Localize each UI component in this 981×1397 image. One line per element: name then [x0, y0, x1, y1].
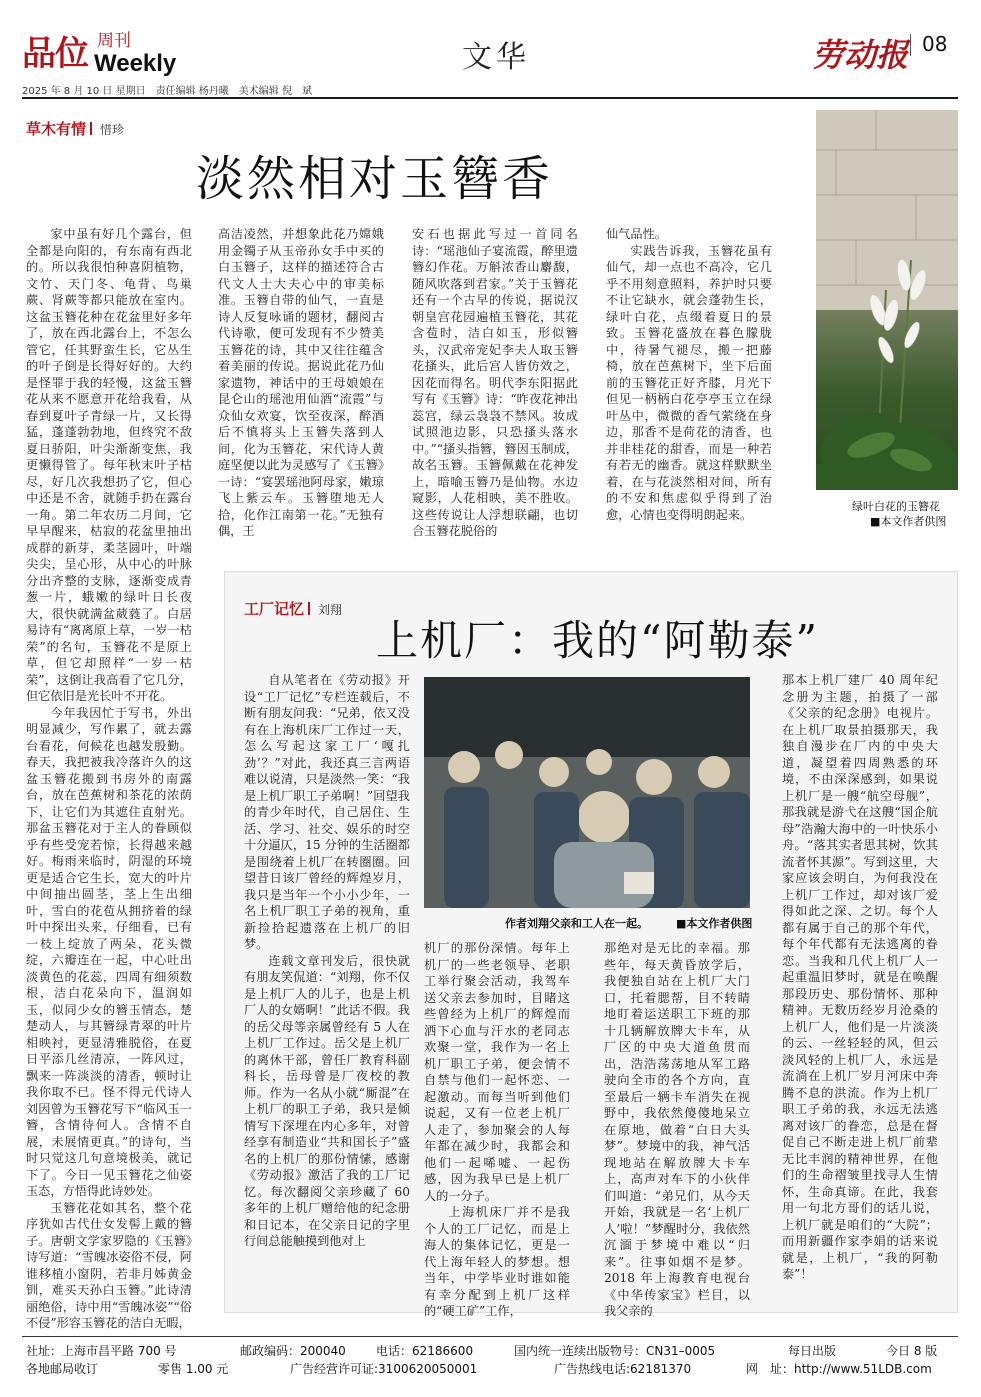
footer-price: 零售 1.00 元 [158, 1362, 229, 1376]
paragraph: 今年我因忙于写书，外出明显减少，写作累了，就去露台看花，何候花也越发殷勤。春天，我把被我冷落许久的这盆玉簪花搬到书房外的南露台，放在芭蕉树和茶花的浓荫下，让它们为其遮住直射光。那盆玉簪花对于主人的眷顾似乎有些受宠若惊，长得越来越好。梅雨来临时，阴湿的环境更是适合它生长，宽大的叶片中间抽出圆茎，茎上生出细叶，雪白的花苞从拥挤着的绿叶中探出头来，仔细看，已有一枝上绽放了两朵，花头微绽，六瓣连在一起，中心吐出淡黄色的花蕊，四周有细须数根，洁白花朵向下，温润如玉，似同少女的簪玉情态，楚楚动人，与其簪绿青翠的叶片相映衬，更显清雅脱俗，在夏日平添几丝清凉，一阵风过，飘来一阵淡淡的清香，顿时让我你取不已。怪不得元代诗人刘因曾为玉簪花写下“临风玉一簪，含情待何人。含情不自展，未展情更真。”的诗句，当时只觉这几句意境极美，就记下了。今日一见玉簪花之仙姿玉态，方悟得此诗妙处。 [26, 705, 192, 1198]
column-name: 草木有情 [26, 120, 87, 138]
paragraph: 实践告诉我，玉簪花虽有仙气，却一点也不高冷，它几乎不用刻意照料，养护时只要不让它缺水，就会蓬勃生长，绿叶白花，点缀着夏日的景致。玉簪花盛放在暮色朦胧中，待暑气褪尽，搬一把藤椅，放在芭蕉树下，坐下后面前的玉簪花正好齐膝，月光下但见一柄柄白花亭亭玉立在绿叶丛中，微微的香气萦绕在身边，那香不是荷花的清香，也并非桂花的甜香，而是一种若有若无的幽香。就这样默默坐着，在与花淡然相对间，所有的不安和焦虑似乎得到了治愈，心情也变得明朗起来。 [606, 243, 772, 522]
paragraph: 家中虽有好几个露台，但全都是向阳的，有东南有西北的。所以我很怕种喜阴植物，文竹、天门冬、龟背、鸟巢蕨、肾蕨等都只能放在室内。这盆玉簪花种在花盆里好多年了，放在西北露台上，不怎么管它，任其野蛮生长，它丛生的叶子倒是长得好好的。大约是怪罪于我的轻慢，这盆玉簪花从来不愿意开花给我看，从春到夏叶子青绿一片，又长得猛，蓬蓬勃勃地，但终究不敌夏日骄阳，叶尖渐渐变焦，我更懒得管了。每年秋末叶子枯尽，好几次我想扔了它，但心中还是不舍，就随手扔在露台一角。第二年农历二月间，它早早醒来，枯寂的花盆里抽出成群的新芽，柔茎圆叶，叶端尖尖，呈心形，从中心的叶脉分出齐整的支脉，逐渐变成青葱一片，蛾嫩的绿叶日长夜大，很快就满盆葳蕤了。白居易诗有“离离原上草，一岁一枯荣”的名句，玉簪花不是原上草，但它却照样“一岁一枯荣”，这倒让我高看了它几分，但它依旧是光长叶不开花。 [26, 227, 192, 703]
factory-workers-photo [424, 677, 750, 908]
masthead [22, 22, 962, 80]
article2-photo-caption: 作者刘翔父亲和工人在一起。 [505, 917, 648, 930]
article2-column-3 [604, 940, 750, 1320]
footer-daily: 每日出版 [788, 1344, 837, 1358]
brand-logo: 品位 [22, 34, 88, 74]
brand-english: Weekly [94, 50, 177, 77]
footer-subscribe: 各地邮局收订 [26, 1362, 99, 1376]
paragraph: 那本上机厂建厂 40 周年纪念册为主题，拍摄了一部《父亲的纪念册》电视片。在上机厂取景拍摄那天，我独自漫步在厂内的中央大道，凝望着四周熟悉的环境，不由深深感到，如果说上机厂是一艘“航空母舰”，那我就是游弋在这艘“国企航母”浩瀚大海中的一叶快乐小舟。“落其实者思其树，饮其流者怀其源”。写到这里，大家应该会明白，为何我没在上机厂工作过，却对该厂爱得如此之深、之切。每个人都有属于自己的那个年代，每个年代都有无法逃离的眷恋。当我和几代上机厂人一起重温旧梦时，就是在唤醒那段历史、那份情怀、那种精神。无数历经岁月沧桑的上机厂人，他们是一片淡淡的云、一丝轻轻的风，但云淡风轻的上机厂人，永远是流淌在上机厂岁月河床中奔腾不息的洪流。作为上机厂职工子弟的我，永远无法逃离对该厂的眷恋，总是在督促自己不断走进上机厂前辈无比丰润的精神世界，在他们的生命褶皱里找寻人生情怀，生命真谛。在此，我套用一句北方哥们的话儿说，上机厂就是咱们的“大院”；而用新疆作家李娟的话来说就是，上机厂，“我的阿勒泰”！ [782, 673, 938, 1281]
article1-column-1 [26, 226, 192, 1332]
article2-column-label [244, 598, 342, 619]
article2-column-2 [424, 940, 570, 1320]
article1-title: 淡然相对玉簪香 [196, 151, 554, 207]
page-number: 08 [922, 32, 948, 56]
paragraph: 上海机床厂并不是我个人的工厂记忆，而是上海人的集体记忆，更是一代上海年轻人的梦想。想当年，中学毕业时谁如能有幸分配到上机厂这样的“硬工矿”工作， [424, 1205, 570, 1318]
article2-photo [424, 677, 750, 908]
footer-website[interactable]: 网 址：http://www.51LDB.com [746, 1362, 932, 1376]
article1-column-4 [606, 226, 772, 523]
footer-phone: 电话：62186600 [376, 1344, 474, 1358]
paragraph: 自从笔者在《劳动报》开设“工厂记忆”专栏连载后，不断有朋友问我：“兄弟，依又没有在上海机床厂工作过一天，怎么写起这家工厂‘嘎扎劲’？”对此，我还真三言两语难以说清，只是淡然一笑：“我是上机厂职工子弟啊！”回望我的青少年时代，自己居住、生活、学习、社交、娱乐的时空十分逼仄，15 分钟的生活圈都是围绕着上机厂在转圈圈。回望昔日该厂曾经的辉煌岁月，我只是当年一个小小少年，一名上机厂职工子弟的视角，重新捡拾起遗落在上机厂的旧梦。 [244, 673, 410, 951]
article2-column-1 [244, 672, 410, 1250]
section-title: 文华 [462, 40, 530, 75]
article1-photo-caption: 绿叶白花的玉簪花 [852, 500, 940, 513]
brand-subtitle: 周刊 [97, 31, 131, 51]
footer-cn-number: 国内统一连续出版物号：CN31–0005 [514, 1344, 716, 1358]
newspaper-logo: 劳动报 [812, 36, 909, 74]
article1-column-label [26, 118, 124, 139]
footer-ad-license: 广告经营许可证:3100620050001 [290, 1362, 478, 1376]
author-name: 刘翔 [318, 603, 343, 617]
paragraph: 玉簪花花如其名，整个花序犹如古代仕女发髻上戴的簪子。唐朝文学家罗隐的《玉簪》诗写道：“雪魄冰姿俗不侵，阿谁移植小窗阴，若非月姊黄金钏，难买天孙白玉簪。”此诗清丽绝俗，诗中用“雪魄冰姿”“俗不侵”形容玉簪花的洁白无暇， [26, 1200, 192, 1330]
separator [90, 122, 92, 135]
footer-pages: 今日 8 版 [886, 1344, 938, 1358]
paragraph: 那绝对是无比的幸福。那些年，每天黄昏放学后，我便独自站在上机厂大门口，托着腮帮，目不转睛地盯着运送职工下班的那十几辆解放牌大卡车，从厂区的中央大道鱼贯而出，浩浩荡荡地从军工路驶向全市的各个方向，直至最后一辆卡车消失在视野中，我依然傻傻地呆立在原地，做着“白日大头梦”。梦境中的我，神气活现地站在解放牌大卡车上，高声对车下的小伙伴们叫道：“弟兄们，从今天开始，我就是一名‘上机厂人’啦！”梦醒时分，我依然沉湎于梦境中难以“归来”。往事如烟不是梦。2018 年上海教育电视台《中华传家宝》栏目，以我父亲的 [604, 941, 750, 1318]
footer-address: 社址：上海市昌平路 700 号 [26, 1344, 177, 1358]
article1-photo-credit: ■本文作者供图 [870, 515, 947, 528]
paragraph: 高洁凌然，并想象此花乃嫦娥用金镯子从玉帝孙女手中买的白玉簪子，这样的描述符合古代文人士大夫心中的审美标准。玉簪自带的仙气，一直是诗人反复咏诵的题材，翻阅古代诗歌，便可发现有不少赞美玉簪花的诗，其中又往往蕴含着美丽的传说。据说此花乃仙家遗物，神话中的王母娘娘在昆仑山的瑶池用仙酒“流霞”与众仙女欢宴，饮至夜深，醉酒后不慎将头上玉簪失落到人间，化为玉簪花，宋代诗人黄庭坚便以此为灵感写了《玉簪》一诗：“宴罢瑶池阿母家，嫩琼飞上紫云车。玉簪堕地无人拾，化作江南第一花。”无独有偶，王 [218, 227, 384, 538]
article1-column-2 [218, 226, 384, 540]
dateline: 2025 年 8 月 10 日 星期日 责任编辑 杨丹曦 美术编辑 倪 斌 [22, 86, 312, 97]
article2-title: 上机厂：我的“阿勒泰” [376, 616, 819, 665]
hosta-flower-illustration [816, 110, 958, 490]
article2-column-4 [782, 672, 938, 1283]
author-name: 惜珍 [100, 123, 125, 137]
paragraph: 仙气品性。 [606, 227, 667, 241]
separator [308, 602, 310, 615]
column-name: 工厂记忆 [244, 600, 305, 618]
footer-divider [22, 1336, 958, 1337]
header-divider [22, 97, 958, 99]
article1-photo [816, 110, 958, 490]
footer-ad-hotline: 广告热线电话:62181370 [554, 1362, 692, 1376]
paragraph: 安石也据此写过一首同名诗：“瑶池仙子宴流霞，醉里遗簪幻作花。万斛浓香山麝馥，随风吹落到君家。”关于玉簪花还有一个古早的传说，据说汉朝皇宫花园遍植玉簪花，其花含苞时，洁白如玉，形似簪头，汉武帝宠妃李夫人取玉簪花搔头，此后宫人皆仿效之，因花而得名。明代李东阳据此写有《玉簪》诗：“昨夜花神出蕊宫，绿云袅袅不禁风。妆成试照池边影，只恐搔头落水中。”“搔头指簪，簪因玉制成，故名玉簪。玉簪佩戴在花神发上，暗喻玉簪乃是仙物。水边窥影，人花相映，美不胜收。这些传说让人浮想联翩，也切合玉簪花脱俗的 [412, 227, 578, 538]
paragraph: 机厂的那份深情。每年上机厂的一些老领导、老职工举行聚会活动，我驾车送父亲去参加时，目睹这些曾经为上机厂的辉煌而洒下心血与汗水的老同志欢聚一堂，我作为一名上机厂职工子弟，便会情不自禁与他们一起怀恋、一起激动。而每当听到他们说起，又有一位老上机厂人走了，参加聚会的人每年都在减少时，我都会和他们一起唏嘘、一起伤感，因为我早已是上机厂人的一分子。 [424, 941, 570, 1203]
footer-postcode: 邮政编码：200040 [240, 1344, 346, 1358]
article1-column-3 [412, 226, 578, 540]
article2-photo-credit: ■本文作者供图 [676, 917, 753, 930]
paragraph: 连载文章刊发后，很快就有朋友笑侃道：“刘翔，你不仅是上机厂人的儿子，也是上机厂人的女婿啊！”此话不假。我的岳父母等亲属曾经有 5 人在上机厂工作过。岳父是上机厂的离休干部，曾任厂教育科副科长，岳母曾是厂夜校的教师。作为一名从小就“厮混”在上机厂的职工子弟，我只是倾情写下深埋在内心多年，对曾经享有制造业“共和国长子”盛名的上机厂的那份情愫，感谢《劳动报》激活了我的工厂记忆。每次翻阅父亲珍藏了 60 多年的上机厂赠给他的纪念册和日记本，在父亲日记的字里行间总能触摸到他对上 [244, 953, 410, 1248]
